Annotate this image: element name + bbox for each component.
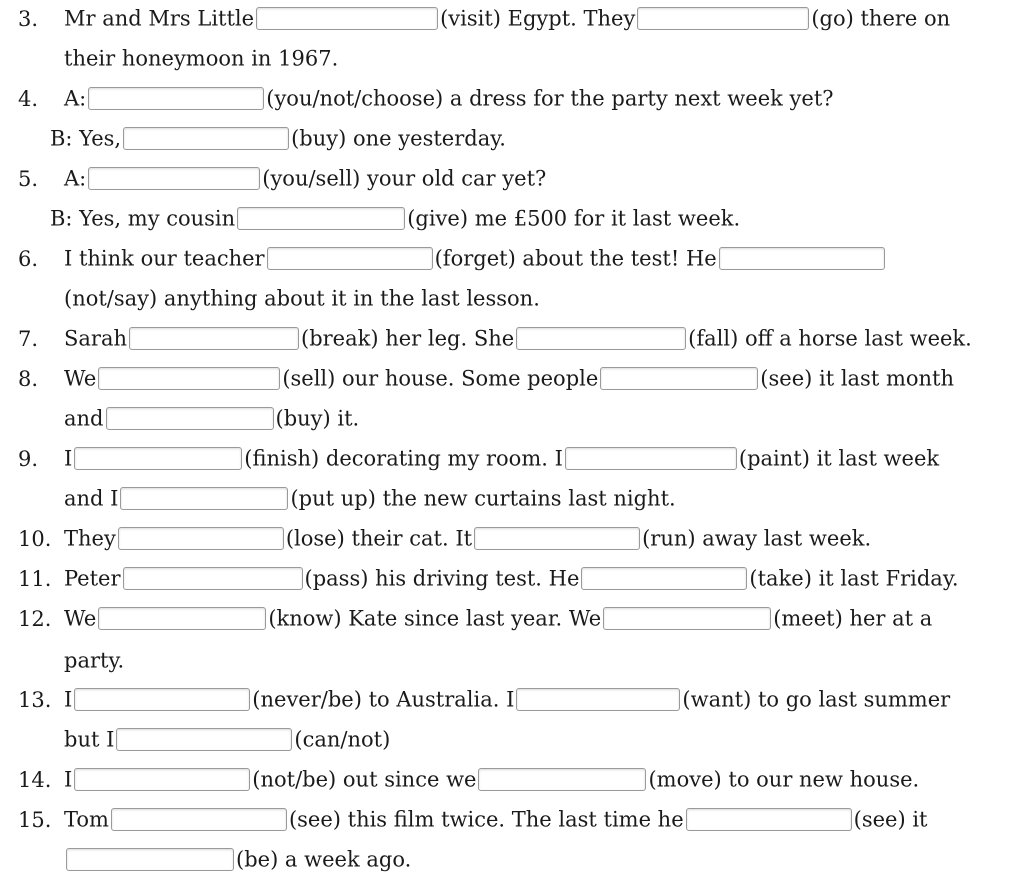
answer-blank[interactable] (106, 407, 274, 430)
item-number: 15. (18, 807, 52, 832)
sentence-text: (meet) her at a (773, 606, 933, 631)
answer-blank[interactable] (111, 808, 287, 831)
sentence-text: (sell) our house. Some people (282, 366, 599, 391)
exercise-item-5-response (50, 202, 740, 232)
answer-blank[interactable] (516, 327, 686, 350)
answer-blank[interactable] (237, 207, 405, 230)
sentence-text: Tom (64, 807, 109, 832)
item-number: 10. (18, 526, 52, 551)
exercise-item-7 (18, 322, 972, 352)
sentence-text: We (64, 366, 97, 391)
answer-blank[interactable] (565, 447, 737, 470)
answer-blank[interactable] (74, 768, 250, 791)
sentence-text: (visit) Egypt. They (440, 6, 636, 31)
answer-blank[interactable] (74, 447, 242, 470)
exercise-item-4-response (50, 122, 506, 152)
sentence-text: (see) this film twice. The last time he (288, 807, 684, 832)
exercise-item-13-continued (64, 723, 390, 753)
answer-blank[interactable] (123, 567, 303, 590)
answer-blank[interactable] (474, 527, 640, 550)
item-number: 8. (18, 366, 39, 391)
sentence-text: and (64, 406, 104, 431)
sentence-text: (take) it last Friday. (749, 566, 959, 591)
item-number: 14. (18, 767, 52, 792)
sentence-text: (lose) their cat. It (285, 526, 473, 551)
answer-blank[interactable] (120, 487, 288, 510)
sentence-text: (forget) about the test! He (434, 246, 717, 271)
item-number: 9. (18, 446, 39, 471)
exercise-item-4 (18, 82, 834, 112)
answer-blank[interactable] (123, 127, 289, 150)
answer-blank[interactable] (686, 808, 852, 831)
sentence-text: (give) me £500 for it last week. (407, 206, 741, 231)
sentence-text: (want) to go last summer (682, 687, 951, 712)
sentence-text: (be) a week ago. (236, 847, 412, 872)
sentence-text: (buy) it. (275, 406, 360, 431)
answer-blank[interactable] (600, 367, 758, 390)
answer-blank[interactable] (98, 367, 280, 390)
item-number: 3. (18, 6, 39, 31)
sentence-text: I (64, 767, 73, 792)
sentence-text: (can/not) (294, 727, 391, 752)
sentence-text: (know) Kate since last year. We (268, 606, 602, 631)
sentence-text: (you/not/choose) a dress for the party next week yet? (266, 86, 834, 111)
item-number: 6. (18, 246, 39, 271)
item-number: 7. (18, 326, 39, 351)
sentence-text: A: (64, 86, 87, 111)
answer-blank[interactable] (637, 7, 809, 30)
answer-blank[interactable] (88, 87, 264, 110)
exercise-item-8 (18, 362, 954, 392)
exercise-item-12-continued (64, 644, 124, 674)
answer-blank[interactable] (129, 327, 299, 350)
answer-blank[interactable] (88, 167, 260, 190)
item-number: 12. (18, 606, 52, 631)
sentence-text: B: Yes, my cousin (50, 206, 236, 231)
exercise-item-3 (18, 2, 950, 32)
answer-blank[interactable] (256, 7, 438, 30)
sentence-text: party. (64, 648, 125, 673)
sentence-text: A: (64, 166, 87, 191)
exercise-item-5 (18, 162, 546, 192)
exercise-item-3-continued (64, 42, 338, 72)
sentence-text: Peter (64, 566, 121, 591)
answer-blank[interactable] (118, 527, 284, 550)
exercise-item-6-continued (64, 282, 540, 312)
answer-blank[interactable] (116, 728, 292, 751)
item-number: 5. (18, 166, 39, 191)
sentence-text: (see) it (853, 807, 928, 832)
sentence-text: We (64, 606, 97, 631)
exercise-item-9-continued (64, 482, 676, 512)
sentence-text: (put up) the new curtains last night. (290, 486, 676, 511)
exercise-item-8-continued (64, 402, 359, 432)
sentence-text: (finish) decorating my room. I (244, 446, 563, 471)
sentence-text: (buy) one yesterday. (291, 126, 506, 151)
answer-blank[interactable] (98, 607, 266, 630)
sentence-text: (you/sell) your old car yet? (262, 166, 547, 191)
exercise-item-15 (18, 803, 928, 833)
exercise-item-9 (18, 442, 939, 472)
sentence-text: (see) it last month (760, 366, 954, 391)
sentence-text: (not/say) anything about it in the last lesson. (64, 286, 540, 311)
sentence-text: (paint) it last week (738, 446, 940, 471)
exercise-item-6 (18, 242, 887, 272)
sentence-text: (go) there on (811, 6, 951, 31)
answer-blank[interactable] (478, 768, 646, 791)
sentence-text: but I (64, 727, 115, 752)
exercise-item-14 (18, 763, 919, 793)
answer-blank[interactable] (719, 247, 885, 270)
answer-blank[interactable] (66, 848, 234, 871)
sentence-text: I think our teacher (64, 246, 265, 271)
sentence-text: They (64, 526, 116, 551)
sentence-text: Mr and Mrs Little (64, 6, 255, 31)
item-number: 11. (18, 566, 52, 591)
sentence-text: their honeymoon in 1967. (64, 46, 339, 71)
answer-blank[interactable] (74, 688, 250, 711)
sentence-text: I (64, 446, 73, 471)
exercise-item-12 (18, 602, 932, 632)
sentence-text: and I (64, 486, 119, 511)
answer-blank[interactable] (581, 567, 747, 590)
sentence-text: (never/be) to Australia. I (252, 687, 515, 712)
sentence-text: (fall) off a horse last week. (688, 326, 972, 351)
item-number: 4. (18, 86, 39, 111)
item-number: 13. (18, 687, 52, 712)
sentence-text: (break) her leg. She (301, 326, 515, 351)
exercise-item-11 (18, 562, 959, 592)
exercise-item-13 (18, 683, 950, 713)
answer-blank[interactable] (516, 688, 680, 711)
sentence-text: (move) to our new house. (648, 767, 920, 792)
sentence-text: B: Yes, (50, 126, 122, 151)
answer-blank[interactable] (267, 247, 433, 270)
sentence-text: (not/be) out since we (252, 767, 477, 792)
answer-blank[interactable] (603, 607, 771, 630)
sentence-text: Sarah (64, 326, 127, 351)
sentence-text: I (64, 687, 73, 712)
exercise-item-10 (18, 522, 871, 552)
sentence-text: (run) away last week. (642, 526, 872, 551)
sentence-text: (pass) his driving test. He (304, 566, 580, 591)
